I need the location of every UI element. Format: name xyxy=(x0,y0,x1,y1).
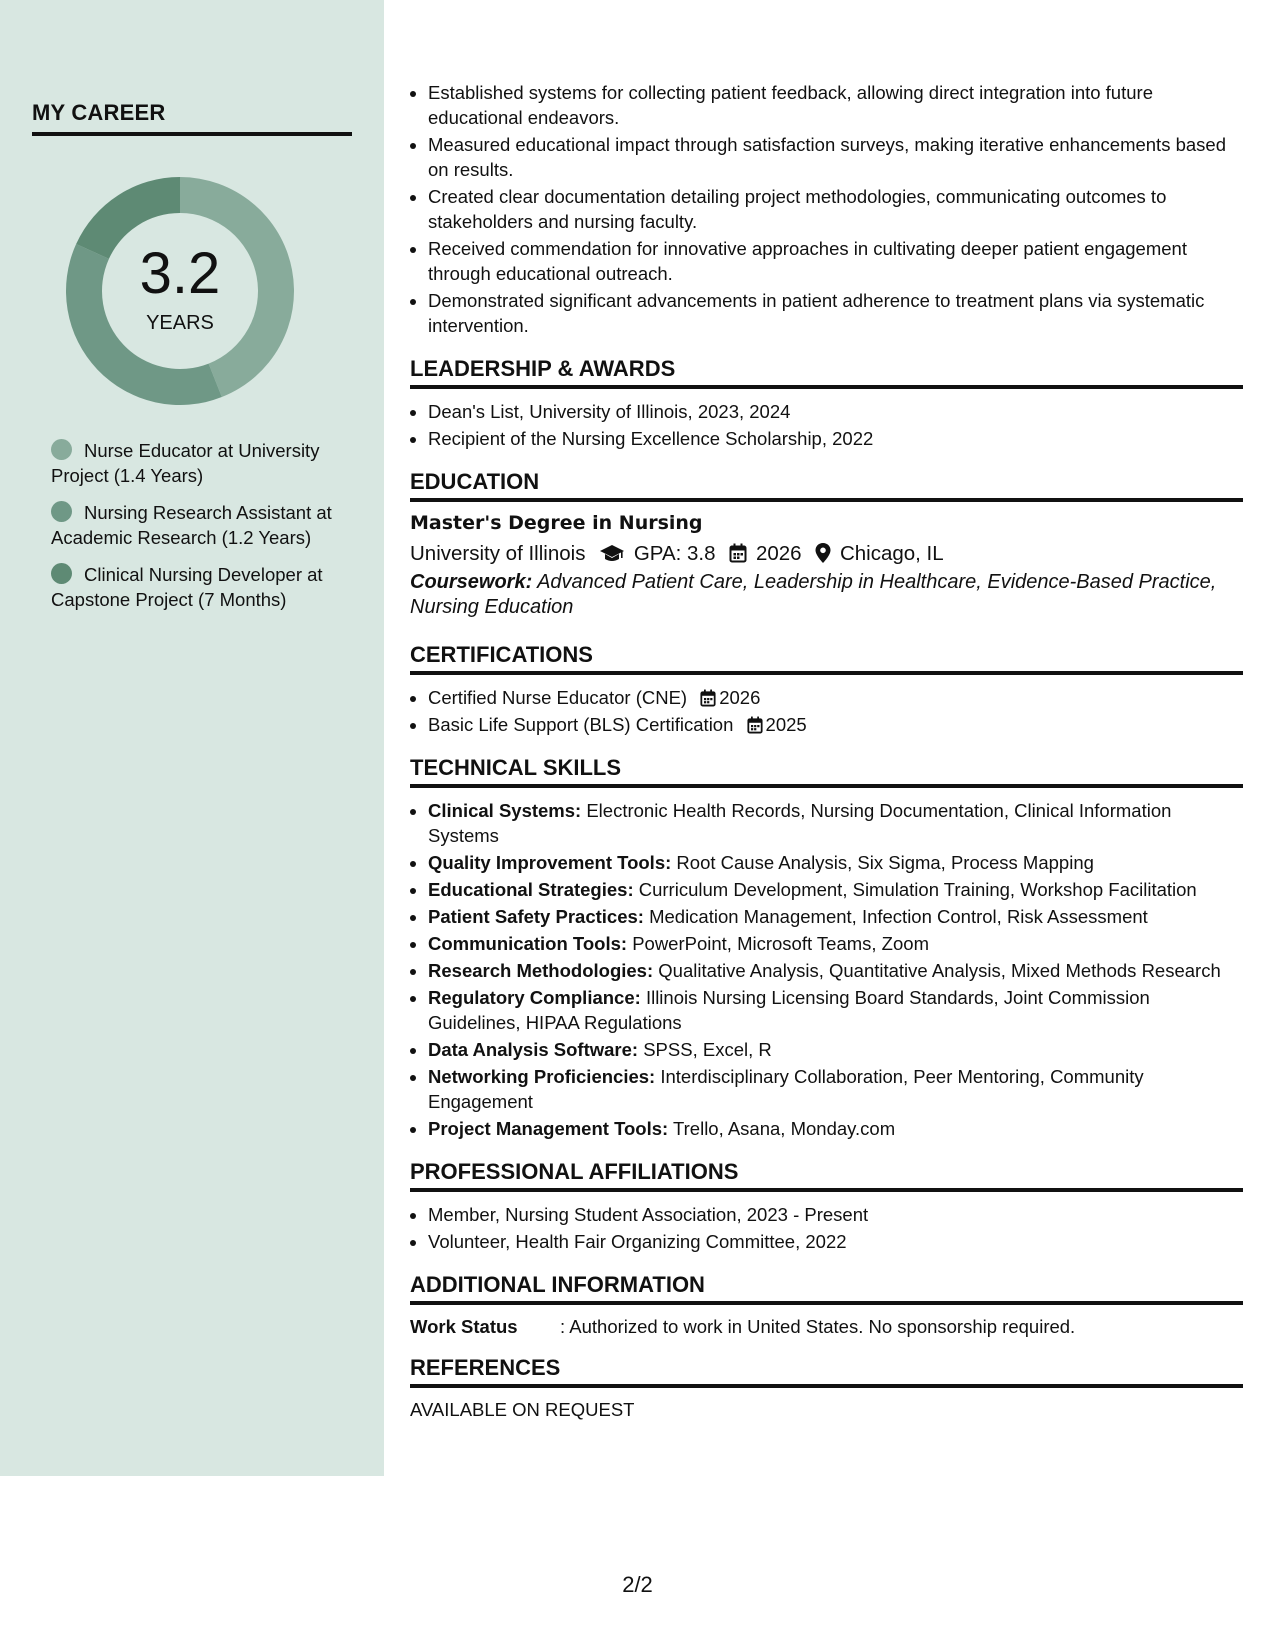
skill-value: Medication Management, Infection Control, Risk Assessment xyxy=(649,906,1148,927)
list-item xyxy=(428,685,1243,710)
skill-label: Networking Proficiencies: xyxy=(428,1066,656,1087)
list-item: • Created clear documentation detailing project methodologies, communicating outcomes to stakeholders and nursing faculty. xyxy=(428,184,1243,234)
list-item xyxy=(428,1116,1243,1141)
legend-item xyxy=(51,500,336,550)
work-status-value: : Authorized to work in United States. No sponsorship required. xyxy=(560,1316,1076,1337)
career-title: MY CAREER xyxy=(32,100,352,136)
education-location: Chicago, IL xyxy=(839,542,944,565)
list-item xyxy=(428,904,1243,929)
skill-label: Regulatory Compliance: xyxy=(428,987,641,1008)
list-item: • Demonstrated significant advancements in patient adherence to treatment plans via systematic intervention. xyxy=(428,288,1243,338)
list-item: • Member, Nursing Student Association, 2023 - Present xyxy=(428,1202,1243,1227)
list-item xyxy=(428,958,1243,983)
work-status-row xyxy=(410,1315,1243,1339)
skill-value: Interdisciplinary Collaboration, Peer Mentoring, Community Engagement xyxy=(428,1066,1144,1112)
skills-list xyxy=(410,798,1243,1141)
list-item xyxy=(428,1064,1243,1114)
skill-label: Patient Safety Practices: xyxy=(428,906,644,927)
calendar-icon xyxy=(700,689,716,707)
affiliations-list xyxy=(410,1202,1243,1254)
skills-heading: TECHNICAL SKILLS xyxy=(410,755,1243,788)
page-number: 2/2 xyxy=(622,1572,653,1597)
list-item xyxy=(428,712,1243,737)
list-item xyxy=(428,798,1243,848)
skill-value: Electronic Health Records, Nursing Documentation, Clinical Information Systems xyxy=(428,800,1172,846)
coursework-label: Coursework: xyxy=(410,571,533,593)
legend-item xyxy=(51,438,336,488)
certification-year: 2026 xyxy=(719,687,761,708)
skill-value: Root Cause Analysis, Six Sigma, Process Mapping xyxy=(676,852,1094,873)
list-item xyxy=(428,850,1243,875)
skill-value: Curriculum Development, Simulation Training, Workshop Facilitation xyxy=(638,879,1197,900)
calendar-icon xyxy=(729,543,747,563)
work-status-label: Work Status xyxy=(410,1316,518,1337)
career-sidebar xyxy=(0,0,384,1476)
skill-label: Clinical Systems: xyxy=(428,800,582,821)
legend-label: Nursing Research Assistant at Academic Research (1.2 Years) xyxy=(51,502,332,548)
career-total-unit: YEARS xyxy=(146,312,214,334)
skill-value: PowerPoint, Microsoft Teams, Zoom xyxy=(632,933,929,954)
certifications-heading: CERTIFICATIONS xyxy=(410,642,1243,675)
skill-label: Research Methodologies: xyxy=(428,960,654,981)
list-item xyxy=(428,985,1243,1035)
list-item: • Recipient of the Nursing Excellence Scholarship, 2022 xyxy=(428,426,1243,451)
skill-label: Project Management Tools: xyxy=(428,1118,669,1139)
skill-label: Communication Tools: xyxy=(428,933,628,954)
skill-value: Trello, Asana, Monday.com xyxy=(673,1118,896,1139)
leadership-list xyxy=(410,399,1243,451)
coursework-text: Advanced Patient Care, Leadership in Healthcare, Evidence-Based Practice, Nursing Education xyxy=(410,571,1217,618)
leadership-heading: LEADERSHIP & AWARDS xyxy=(410,356,1243,389)
list-item xyxy=(428,1037,1243,1062)
list-item: • Established systems for collecting patient feedback, allowing direct integration into future educational endeavors. xyxy=(428,80,1243,130)
legend-dot-icon xyxy=(51,439,72,460)
certification-year: 2025 xyxy=(765,714,807,735)
additional-info-heading: ADDITIONAL INFORMATION xyxy=(410,1272,1243,1305)
certification-name: Certified Nurse Educator (CNE) xyxy=(428,687,688,708)
list-item: • Volunteer, Health Fair Organizing Committee, 2022 xyxy=(428,1229,1243,1254)
list-item xyxy=(428,931,1243,956)
graduation-cap-icon xyxy=(599,543,625,563)
gpa: GPA: 3.8 xyxy=(633,542,716,565)
list-item: • Received commendation for innovative approaches in cultivating deeper patient engagement through educational outreach. xyxy=(428,236,1243,286)
degree-title: Master's Degree in Nursing xyxy=(410,512,703,534)
map-pin-icon xyxy=(815,543,831,563)
skill-value: SPSS, Excel, R xyxy=(643,1039,772,1060)
list-item: • Dean's List, University of Illinois, 2023, 2024 xyxy=(428,399,1243,424)
list-item xyxy=(428,877,1243,902)
legend-dot-icon xyxy=(51,563,72,584)
legend-dot-icon xyxy=(51,501,72,522)
skill-label: Quality Improvement Tools: xyxy=(428,852,672,873)
skill-value: Illinois Nursing Licensing Board Standards, Joint Commission Guidelines, HIPAA Regulations xyxy=(428,987,1150,1033)
calendar-icon xyxy=(747,716,763,734)
skill-label: Data Analysis Software: xyxy=(428,1039,639,1060)
legend-label: Clinical Nursing Developer at Capstone Project (7 Months) xyxy=(51,564,323,610)
references-heading: REFERENCES xyxy=(410,1355,1243,1388)
references-text: AVAILABLE ON REQUEST xyxy=(410,1399,635,1420)
school-name: University of Illinois xyxy=(410,542,586,565)
certification-name: Basic Life Support (BLS) Certification xyxy=(428,714,734,735)
main-content xyxy=(410,80,1243,1422)
skill-value: Qualitative Analysis, Quantitative Analysis, Mixed Methods Research xyxy=(658,960,1221,981)
certifications-list xyxy=(410,685,1243,737)
experience-bullets xyxy=(410,80,1243,338)
career-legend xyxy=(51,438,336,624)
list-item: • Measured educational impact through satisfaction surveys, making iterative enhancements based on results. xyxy=(428,132,1243,182)
education-details xyxy=(410,540,1243,568)
coursework xyxy=(410,570,1243,620)
legend-item xyxy=(51,562,336,612)
legend-label: Nurse Educator at University Project (1.4 Years) xyxy=(51,440,320,486)
affiliations-heading: PROFESSIONAL AFFILIATIONS xyxy=(410,1159,1243,1192)
education-heading: EDUCATION xyxy=(410,469,1243,502)
graduation-year: 2026 xyxy=(755,542,802,565)
career-total-years: 3.2 xyxy=(139,241,221,306)
skill-label: Educational Strategies: xyxy=(428,879,634,900)
